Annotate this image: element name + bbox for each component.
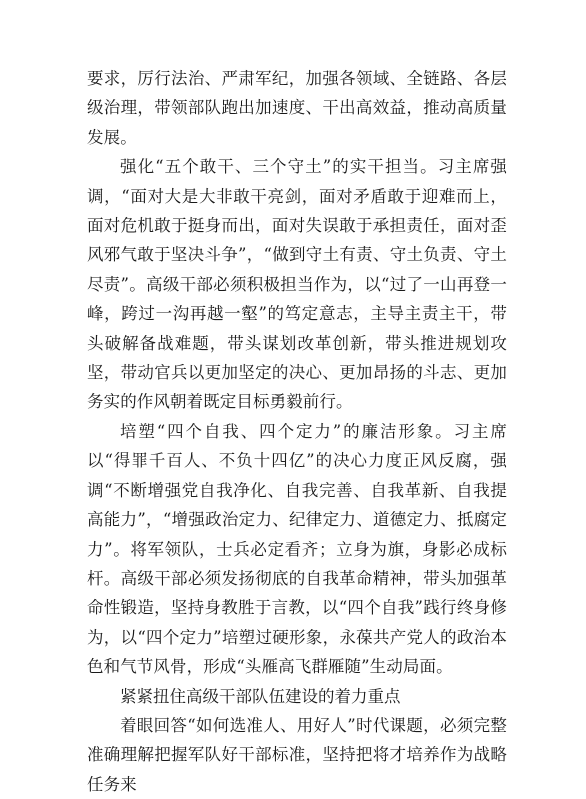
- paragraph-practical-responsibility: 强化“五个敢干、三个守土”的实干担当。习主席强调，“面对大是大非敢干亮剑，面对矛盾敢于迎难而上，面对危机敢于挺身而出，面对失误敢于承担责任，面对歪风邪气敢于坚决斗争”，“做到守土有责、守土负责、守土尽责”。高级干部必须积极担当作为，以“过了一山再登一峰，跨过一沟再越一壑”的笃定意志，主导主责主干，带头破解备战难题，带头谋划改革创新，带头推进规划攻坚，带动官兵以更加坚定的决心、更加昂扬的斗志、更加务实的作风朝着既定目标勇毅前行。: [87, 157, 507, 412]
- document-page: [87, 64, 507, 799]
- paragraph-continuation: 要求，厉行法治、严肃军纪，加强各领域、全链路、各层级治理，带领部队跑出加速度、干出高效益，推动高质量发展。: [87, 69, 507, 147]
- paragraph-integrity-image: 培塑“四个自我、四个定力”的廉洁形象。习主席以“得罪千百人、不负十四亿”的决心力度正风反腐，强调“不断增强党自我净化、自我完善、自我革新、自我提高能力”，“增强政治定力、纪律定力、道德定力、抵腐定力”。将军领队，士兵必定看齐；立身为旗，身影必成标杆。高级干部必须发扬彻底的自我革命精神，带头加强革命性锻造，坚持身教胜于言教，以“四个自我”践行终身修为，以“四个定力”培塑过硬形象，永葆共产党人的政治本色和气节风骨，形成“头雁高飞群雁随”生动局面。: [87, 421, 507, 677]
- paragraph-selection-standards: 着眼回答“如何选准人、用好人”时代课题，必须完整准确理解把握军队好干部标准，坚持把将才培养作为战略任务来: [87, 715, 507, 794]
- section-heading: 紧紧扭住高级干部队伍建设的着力重点: [120, 686, 401, 706]
